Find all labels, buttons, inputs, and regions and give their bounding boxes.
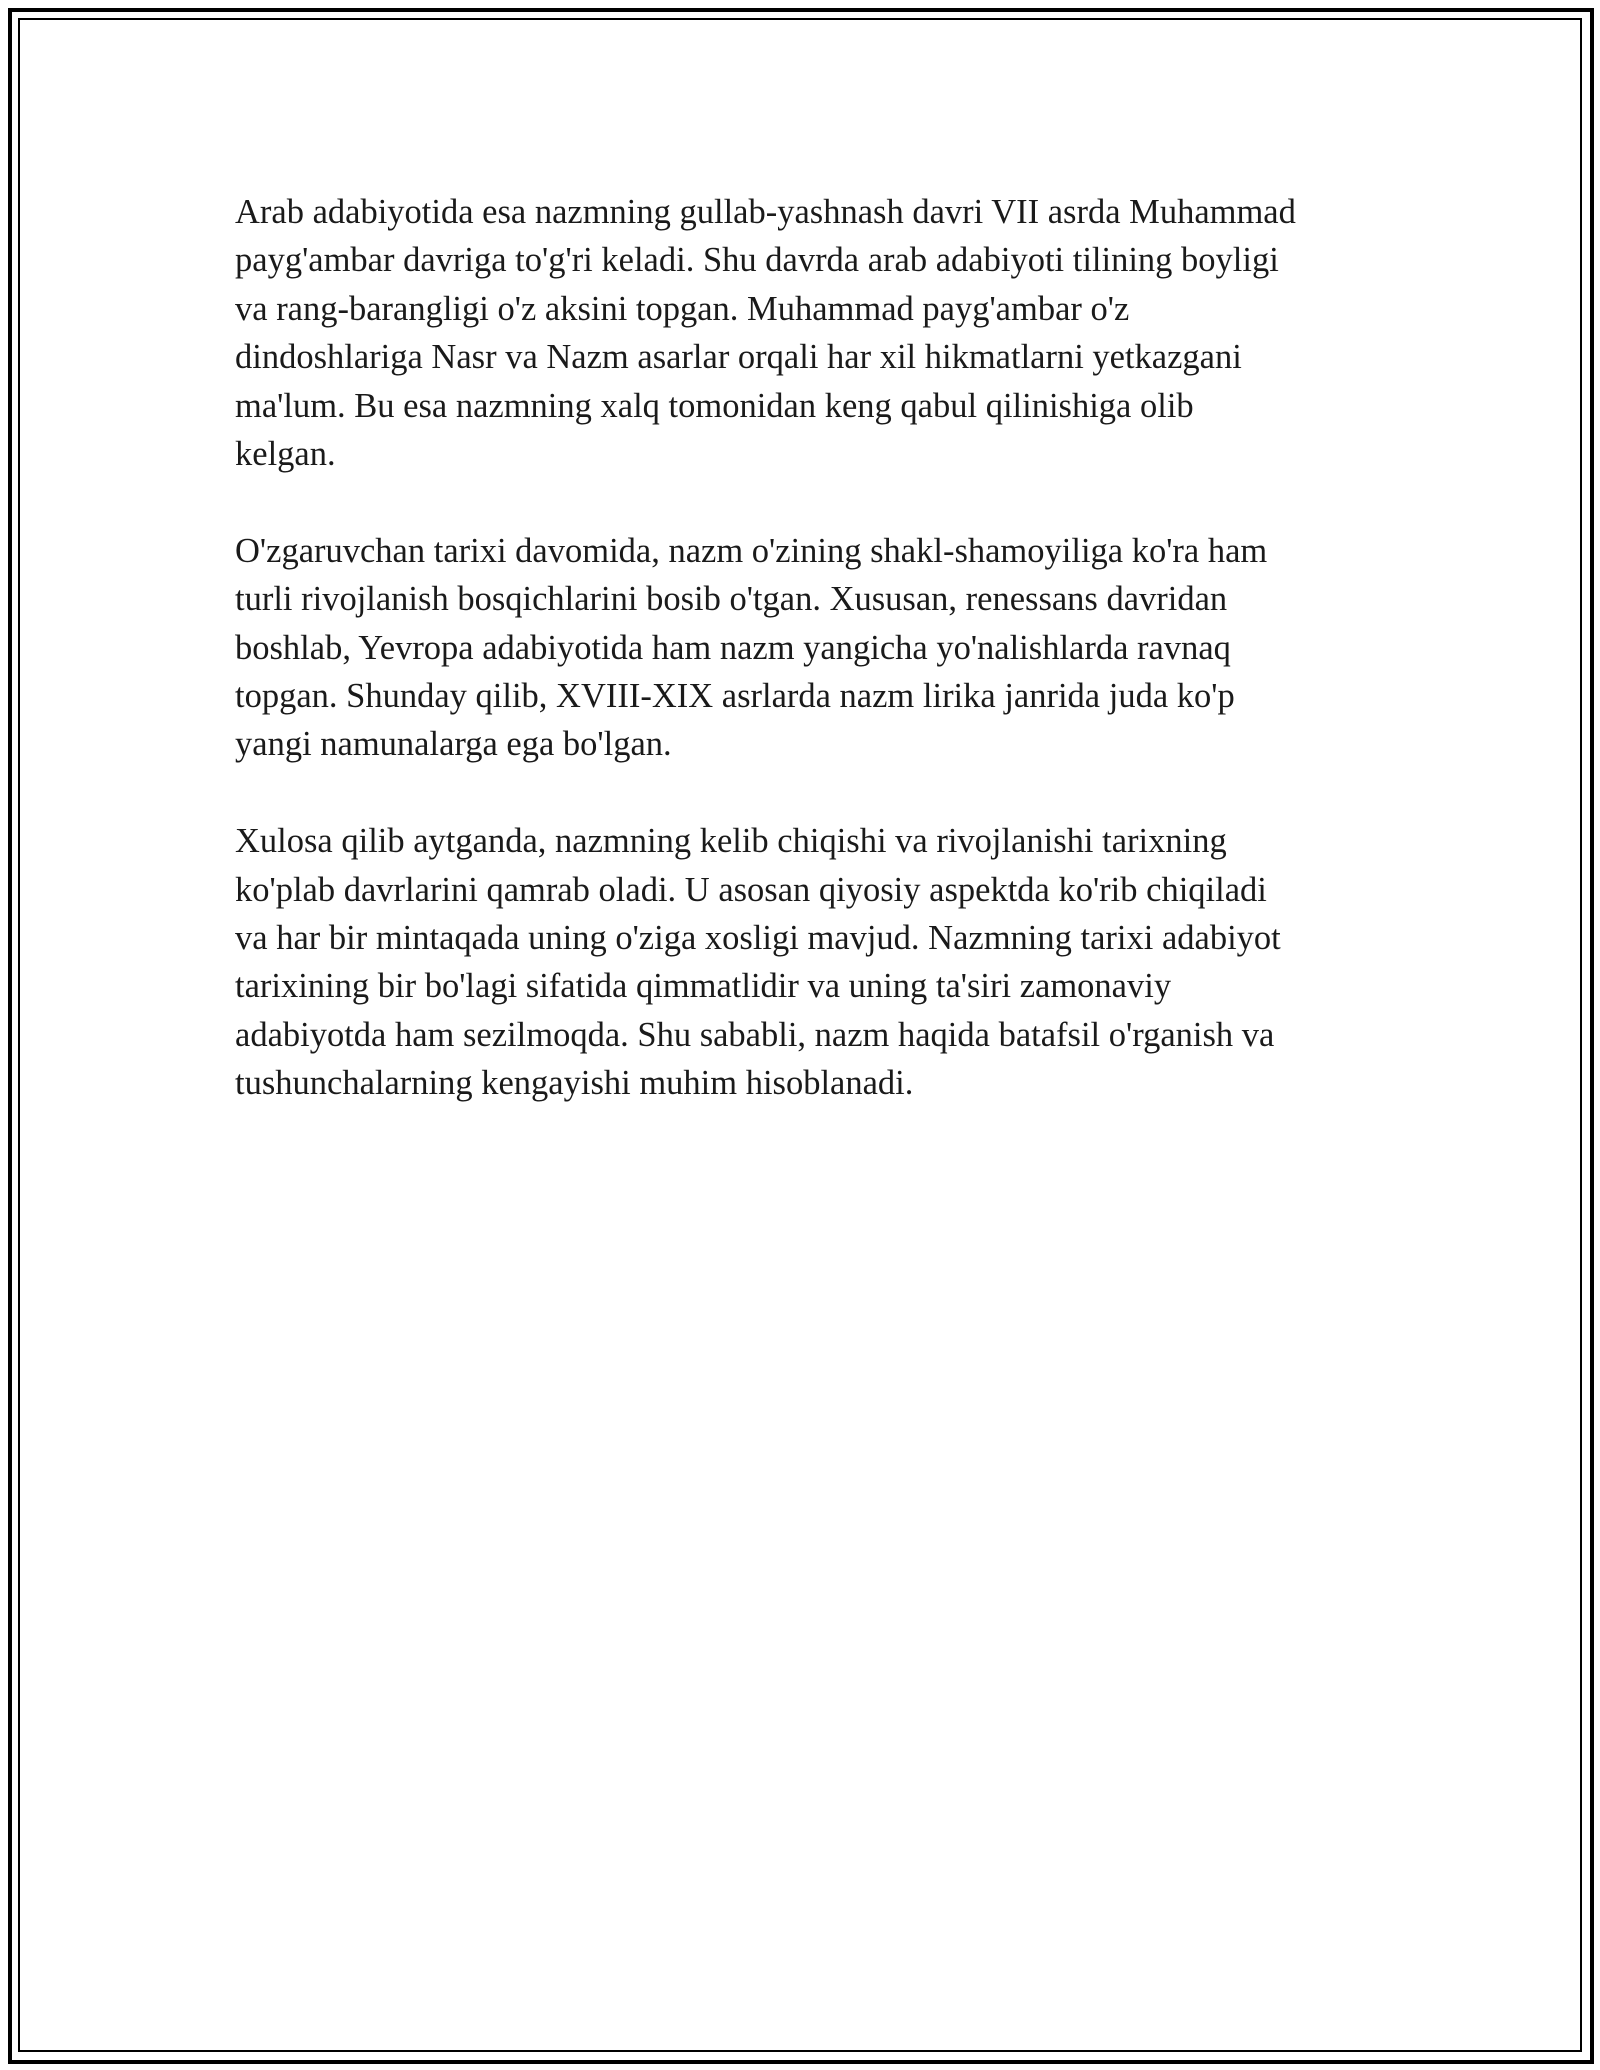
text-line: tarixining bir bo'lagi sifatida qimmatlidir va uning ta'siri zamonaviy xyxy=(235,967,1172,1006)
text-line: ko'plab davrlarini qamrab oladi. U asosan qiyosiy aspektda ko'rib chiqiladi xyxy=(235,870,1267,909)
text-line: Arab adabiyotida esa nazmning gullab-yashnash davri VII asrda Muhammad xyxy=(235,193,1296,231)
paragraph-3 xyxy=(235,817,1365,1107)
document-body xyxy=(235,188,1365,1156)
text-line: payg'ambar davriga to'g'ri keladi. Shu davrda arab adabiyoti tilining boyligi xyxy=(235,241,1279,280)
text-line: tushunchalarning kengayishi muhim hisoblanadi. xyxy=(235,1064,914,1103)
text-line: va rang-barangligi o'z aksini topgan. Muhammad payg'ambar o'z xyxy=(235,289,1130,328)
text-line: boshlab, Yevropa adabiyotida ham nazm yangicha yo'nalishlarda ravnaq xyxy=(235,628,1231,667)
text-line: O'zgaruvchan tarixi davomida, nazm o'zining shakl-shamoyiliga ko'ra ham xyxy=(235,531,1268,570)
text-line: Xulosa qilib aytganda, nazmning kelib chiqishi va rivojlanishi tarixning xyxy=(235,822,1227,861)
text-line: yangi namunalarga ega bo'lgan. xyxy=(235,725,672,764)
text-line: va har bir mintaqada uning o'ziga xosligi mavjud. Nazmning tarixi adabiyot xyxy=(235,919,1281,958)
text-line: adabiyotda ham sezilmoqda. Shu sababli, nazm haqida batafsil o'rganish va xyxy=(235,1015,1275,1054)
text-line: dindoshlariga Nasr va Nazm asarlar orqali har xil hikmatlarni yetkazgani xyxy=(235,338,1242,377)
text-line: topgan. Shunday qilib, XVIII-XIX asrlarda nazm lirika janrida juda ko'p xyxy=(235,677,1235,716)
paragraph-1 xyxy=(235,188,1365,478)
paragraph-2 xyxy=(235,527,1365,769)
text-line: kelgan. xyxy=(235,435,336,474)
text-line: turli rivojlanish bosqichlarini bosib o'tgan. Xususan, renessans davridan xyxy=(235,580,1228,619)
text-line: ma'lum. Bu esa nazmning xalq tomonidan keng qabul qilinishiga olib xyxy=(235,386,1194,425)
